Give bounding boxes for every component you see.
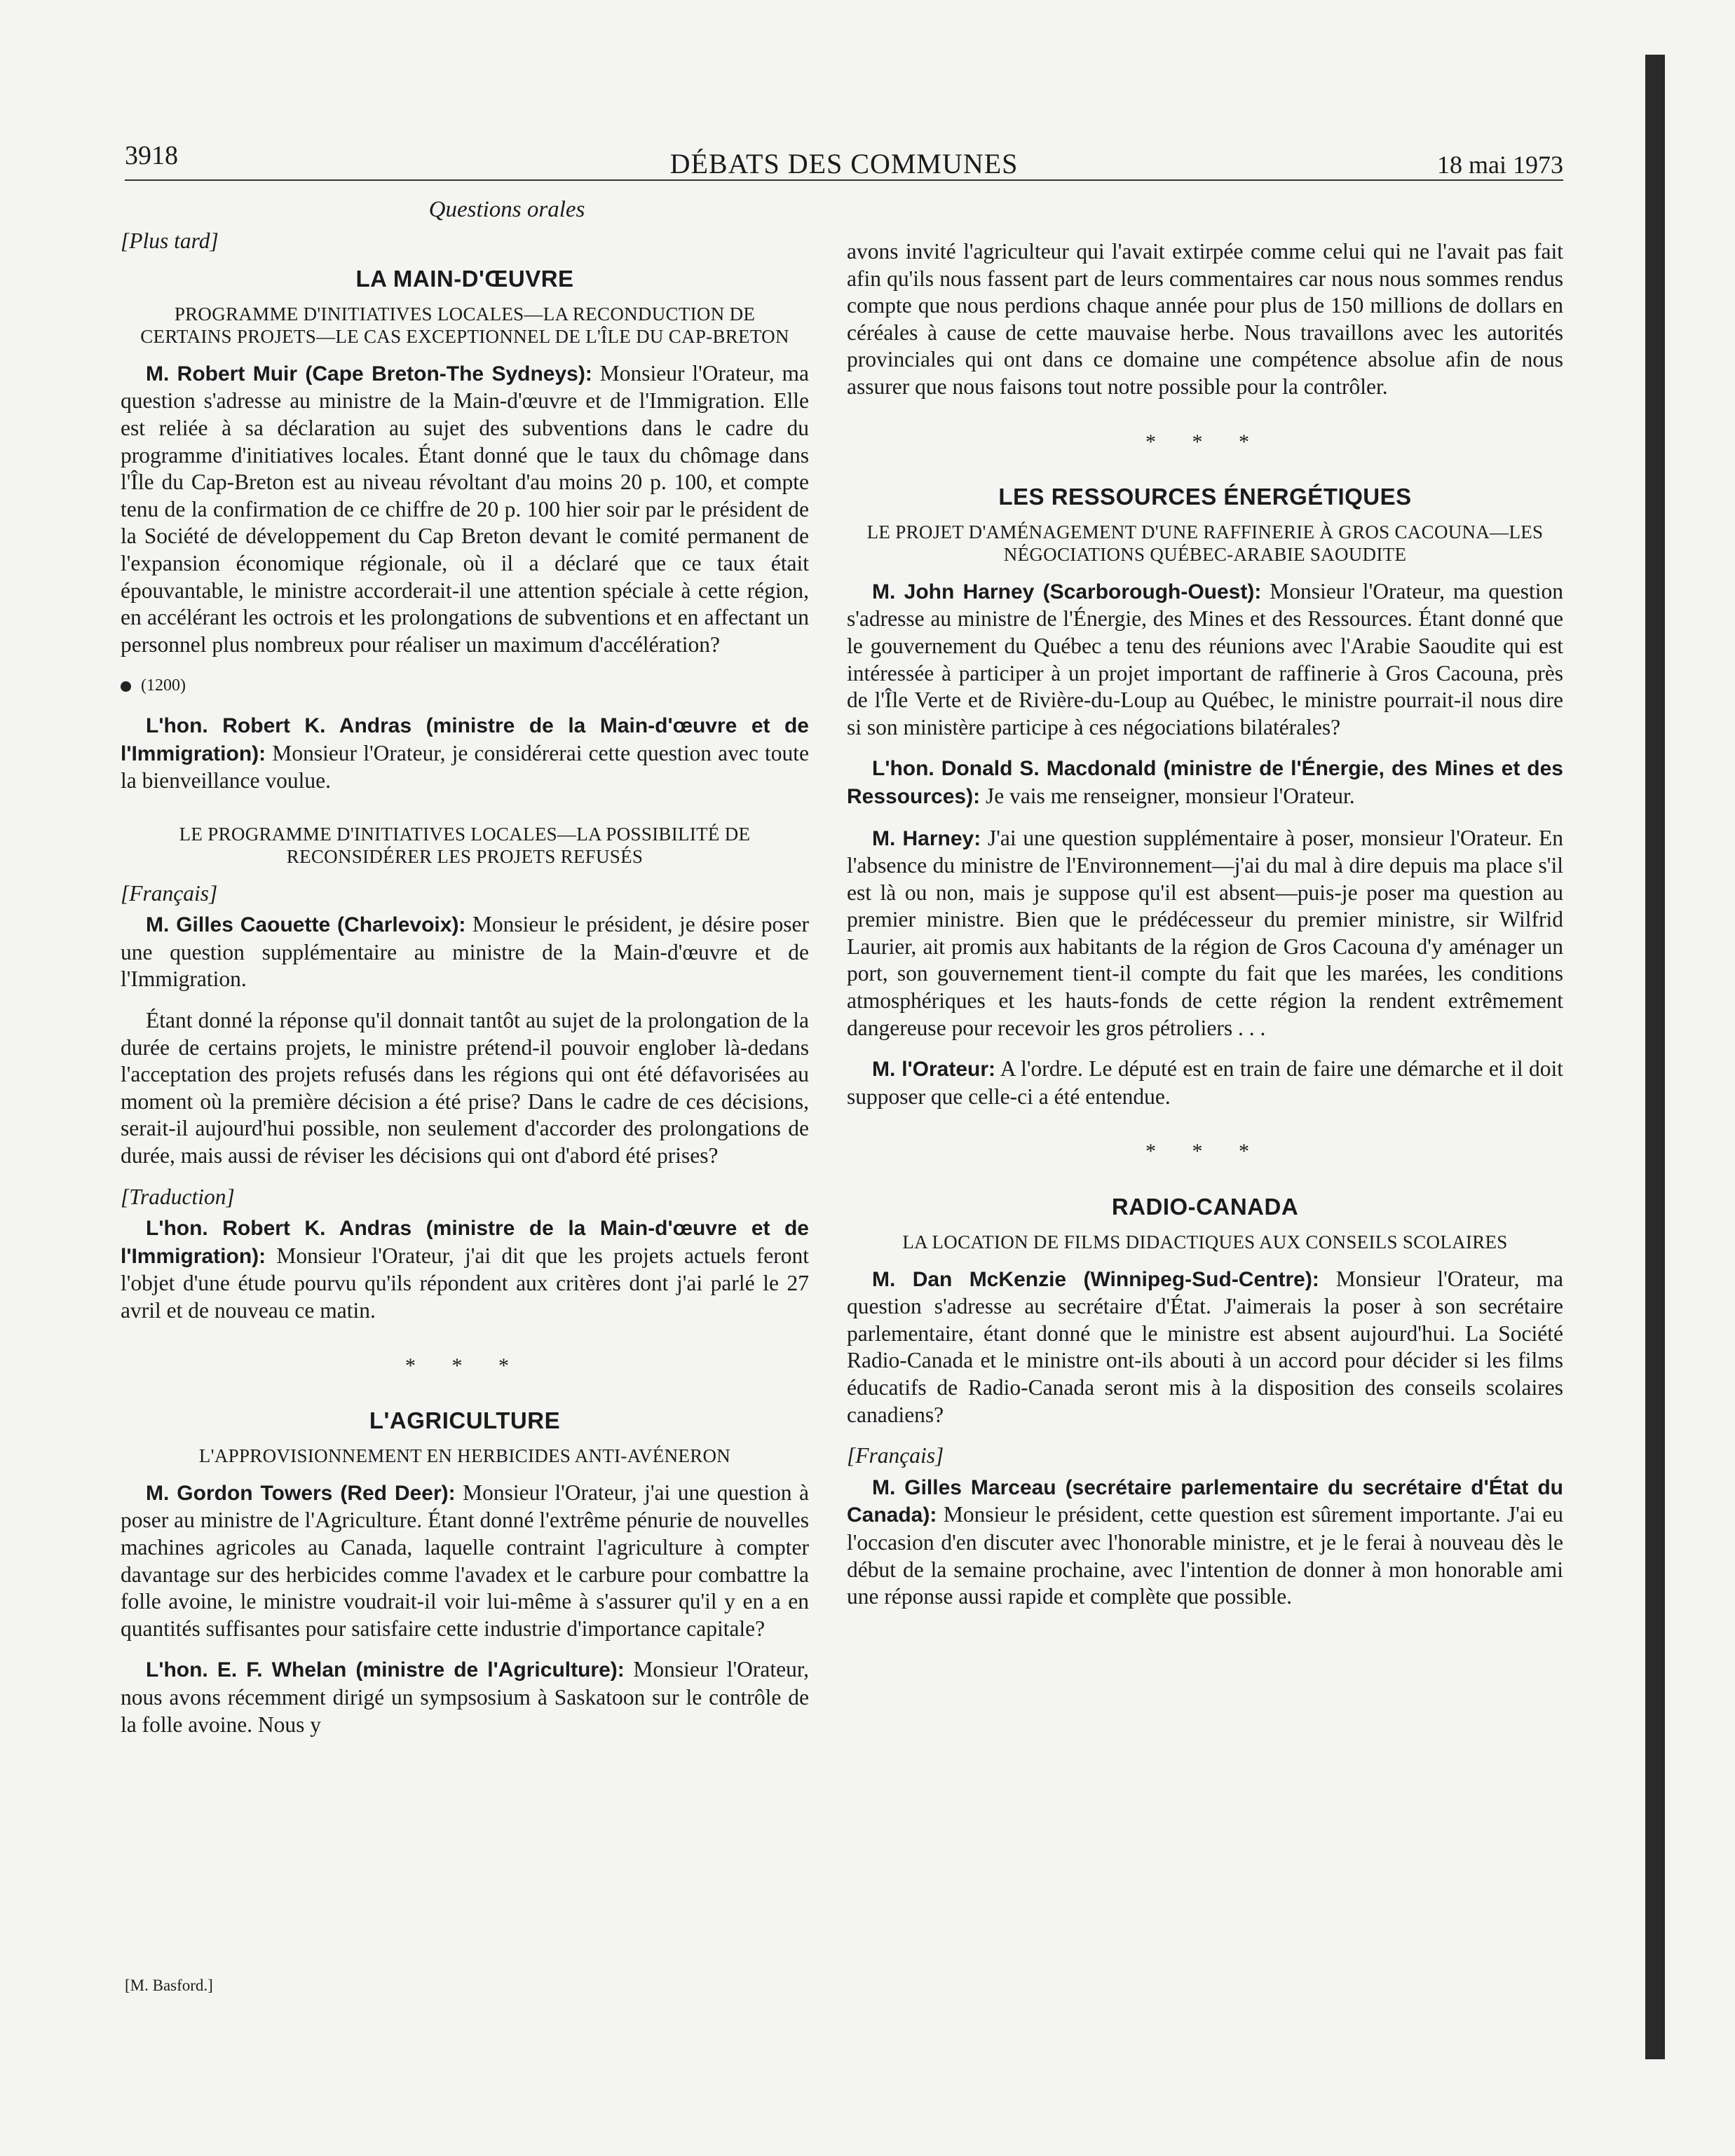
speech-andras-2 [121,1215,809,1324]
topic-heading-agriculture: L'AGRICULTURE [369,1407,561,1434]
speaker-name: L'hon. Donald S. Macdonald (ministre de l'Énergie, des Mines et des Ressources): [847,757,1563,808]
speech-andras-1 [121,712,809,795]
speech-text: A l'ordre. Le député est en train de faire une démarche et il doit supposer que celle-ci a été entendue. [847,1056,1563,1109]
topic-heading-main-doeuvre: LA MAIN-D'ŒUVRE [355,266,574,292]
language-note-traduction: [Traduction] [121,1184,235,1209]
language-note-francais: [Français] [847,1443,944,1468]
speech-text: Monsieur l'Orateur, nous avons récemment dirigé un sympsosium à Saskatoon sur le contrôle de la folle avoine. Nous y [121,1657,809,1737]
speech-text: Monsieur l'Orateur, j'ai une question à poser au ministre de l'Agriculture. Étant donné l'extrême pénurie de nouvelles machines agricoles au Canada, laquelle contraint l'agriculture à compter davantage sur des herbicides comme l'avadex et le carbure pour combattre la folle avoine, le ministre voudrait-il voir lui-même à s'assurer qu'il y en a en quantités suffisantes pour satisfaire cette industrie d'importance capitale? [121,1480,809,1641]
speech-text: Monsieur l'Orateur, ma question s'adresse au ministre de l'Énergie, des Mines et des Ressources. Étant donné que le gouvernement du Québec a tenu des réunions avec l'Arabie Saoudite qui est intéressée à participer à un projet important de raffinerie à Gros Cacouna, près de l'Île Verte et de Rivière-du-Loup au Québec, le ministre pourrait-il nous dire si son ministère participe à ces négociations bilatérales? [847,578,1563,739]
speech-whelan-cont: avons invité l'agriculteur qui l'avait extirpée comme celui qui ne l'avait pas fait afin qu'ils nous fassent part de leurs commentaires car nous nous sommes rendus compte que nous perdions chaque année pour plus de 150 millions de dollars en céréales à cause de cette mauvaise herbe. Nous travaillons avec les autorités provinciales qui ont dans ce domaine une compétence absolue afin de nous assurer que nous faisons tout notre possible pour la contrôler. [847,239,1563,399]
page-number: 3918 [125,141,178,170]
speech-caouette-cont: Étant donné la réponse qu'il donnait tantôt au sujet de la prolongation de la durée de certains projets, le ministre prétend-il pouvoir englober là-dedans l'acceptation des projets refusés dans les régions qui ont été défavorisées au moment où la première décision a été prise? Dans le cadre de ces décisions, serait-il aujourd'hui possible, non seulement d'accorder des prolongations de durée, mais aussi de réviser les décisions qui ont d'abord été prises? [121,1008,809,1168]
topic-heading-radio-canada: RADIO-CANADA [1111,1194,1299,1220]
speaker-name: M. Gilles Caouette (Charlevoix): [146,913,466,937]
page-header [125,140,1563,182]
subheading-projets-refuses: LE PROGRAMME D'INITIATIVES LOCALES—LA POSSIBILITÉ DE RECONSIDÉRER LES PROJETS REFUSÉS [179,823,751,867]
section-separator: * * * [1145,1140,1265,1164]
page-title: DÉBATS DES COMMUNES [669,148,1019,179]
speaker-name: M. Dan McKenzie (Winnipeg-Sud-Centre): [872,1267,1319,1291]
speaker-name: M. Robert Muir (Cape Breton-The Sydneys): [146,362,592,386]
section-separator: * * * [1145,430,1265,453]
subheading-gros-cacouna: LE PROJET D'AMÉNAGEMENT D'UNE RAFFINERIE À GROS CACOUNA—LES NÉGOCIATIONS QUÉBEC-ARABIE SAOUDITE [866,521,1544,565]
subheading-cap-breton: PROGRAMME D'INITIATIVES LOCALES—LA RECONDUCTION DE CERTAINS PROJETS—LE CAS EXCEPTIONNEL DE L'ÎLE DU CAP-BRETON [140,303,789,347]
speech-marceau [847,1474,1563,1611]
speech-text: Monsieur l'Orateur, j'ai dit que les projets actuels feront l'objet d'une étude pourvu qu'ils répondent aux critères dont j'ai parlé le 27 avril et de nouveau ce matin. [121,1243,809,1323]
left-column [121,196,809,1752]
time-label: (1200) [141,676,186,695]
speech-harney-2 [847,825,1563,1042]
speech-mckenzie [847,1266,1563,1429]
speech-text: J'ai une question supplémentaire à poser, monsieur l'Orateur. En l'absence du ministre de l'Environnement—j'ai du mal à dire depuis ma place s'il est là ou non, mais je suppose qu'il est absent—puis-je poser ma question au premier ministre. Bien que le prédécesseur du premier ministre, sir Wilfrid Laurier, ait promis aux habitants de la région de Gros Cacouna d'y aménager un port, son gouvernement tient-il compte du fait que les marées, les conditions atmosphériques et les hauts-fonds de cette région la rendent extrêmement dangereuse pour recevoir les gros pétroliers . . . [847,825,1563,1040]
language-note-francais: [Français] [121,880,218,906]
speech-caouette [121,911,809,993]
speech-towers [121,1480,809,1643]
speech-text: Monsieur l'Orateur, ma question s'adresse au secrétaire d'État. J'aimerais la poser à son secrétaire parlementaire, étant donné que le ministre est absent aujourd'hui. La Société Radio-Canada et le ministre ont-ils abouti à un accord pour décider si les films éducatifs de Radio-Canada seront mis à la disposition des conseils scolaires canadiens? [847,1266,1563,1427]
speech-orateur [847,1056,1563,1110]
speaker-name: L'hon. Robert K. Andras (ministre de la Main-d'œuvre et de l'Immigration): [121,714,809,765]
speech-text: Je vais me renseigner, monsieur l'Orateur. [980,783,1355,808]
later-note: [Plus tard] [121,228,219,253]
speaker-name: L'hon. Robert K. Andras (ministre de la Main-d'œuvre et de l'Immigration): [121,1217,809,1268]
time-marker [121,672,809,700]
page-date: 18 mai 1973 [1437,151,1563,179]
subheading-herbicides: L'APPROVISIONNEMENT EN HERBICIDES ANTI-AVÉNERON [198,1445,731,1466]
speech-text: Monsieur le président, je désire poser une question supplémentaire au ministre de la Main-d'œuvre et de l'Immigration. [121,912,809,992]
speech-muir [121,360,809,659]
right-column [847,238,1563,1625]
header-rule [125,179,1563,181]
subheading-films: LA LOCATION DE FILMS DIDACTIQUES AUX CONSEILS SCOLAIRES [902,1231,1508,1253]
speech-harney [847,578,1563,742]
speech-macdonald [847,755,1563,810]
footnote: [M. Basford.] [125,1977,213,1994]
speech-text: Monsieur l'Orateur, ma question s'adresse au ministre de la Main-d'œuvre et de l'Immigration. Elle est reliée à sa déclaration au sujet des subventions dans le cadre du programme d'initiatives locales. Étant donné que le taux du chômage dans l'Île du Cap-Breton est au niveau révoltant d'au moins 20 p. 100, et compte tenu de la confirmation de ce chiffre de 20 p. 100 hier soir par le président de la Société de développement du Cap Breton devant le comité permanent de l'expansion économique régionale, où il a déclaré que ce taux était épouvantable, le ministre accorderait-il une attention spéciale à cette région, en accélérant les octrois et les prolongations de subventions et en affectant un personnel plus nombreux pour réaliser un maximum d'accélération? [121,360,809,657]
section-label: Questions orales [428,197,585,222]
section-separator: * * * [405,1353,524,1377]
speaker-name: M. John Harney (Scarborough-Ouest): [872,580,1262,603]
bullet-icon [121,681,131,692]
speaker-name: M. Gordon Towers (Red Deer): [146,1481,456,1505]
speech-text: Monsieur le président, cette question est sûrement importante. J'ai eu l'occasion d'en discuter avec l'honorable ministre, et je le ferai à nouveau dès le début de la semaine prochaine, avec l'intention de donner à mon honorable ami une réponse aussi rapide et complète que possible. [847,1502,1563,1609]
speech-text: Monsieur l'Orateur, je considérerai cette question avec toute la bienveillance voulue. [121,740,809,793]
topic-heading-ressources: LES RESSOURCES ÉNERGÉTIQUES [998,484,1412,510]
speech-whelan [121,1656,809,1738]
speaker-name: L'hon. E. F. Whelan (ministre de l'Agriculture): [146,1658,625,1682]
speaker-name: M. Gilles Marceau (secrétaire parlementaire du secrétaire d'État du Canada): [847,1475,1563,1527]
speaker-name: M. l'Orateur: [872,1058,996,1082]
speaker-name: M. Harney: [872,826,981,850]
scan-border [1645,55,1665,2059]
